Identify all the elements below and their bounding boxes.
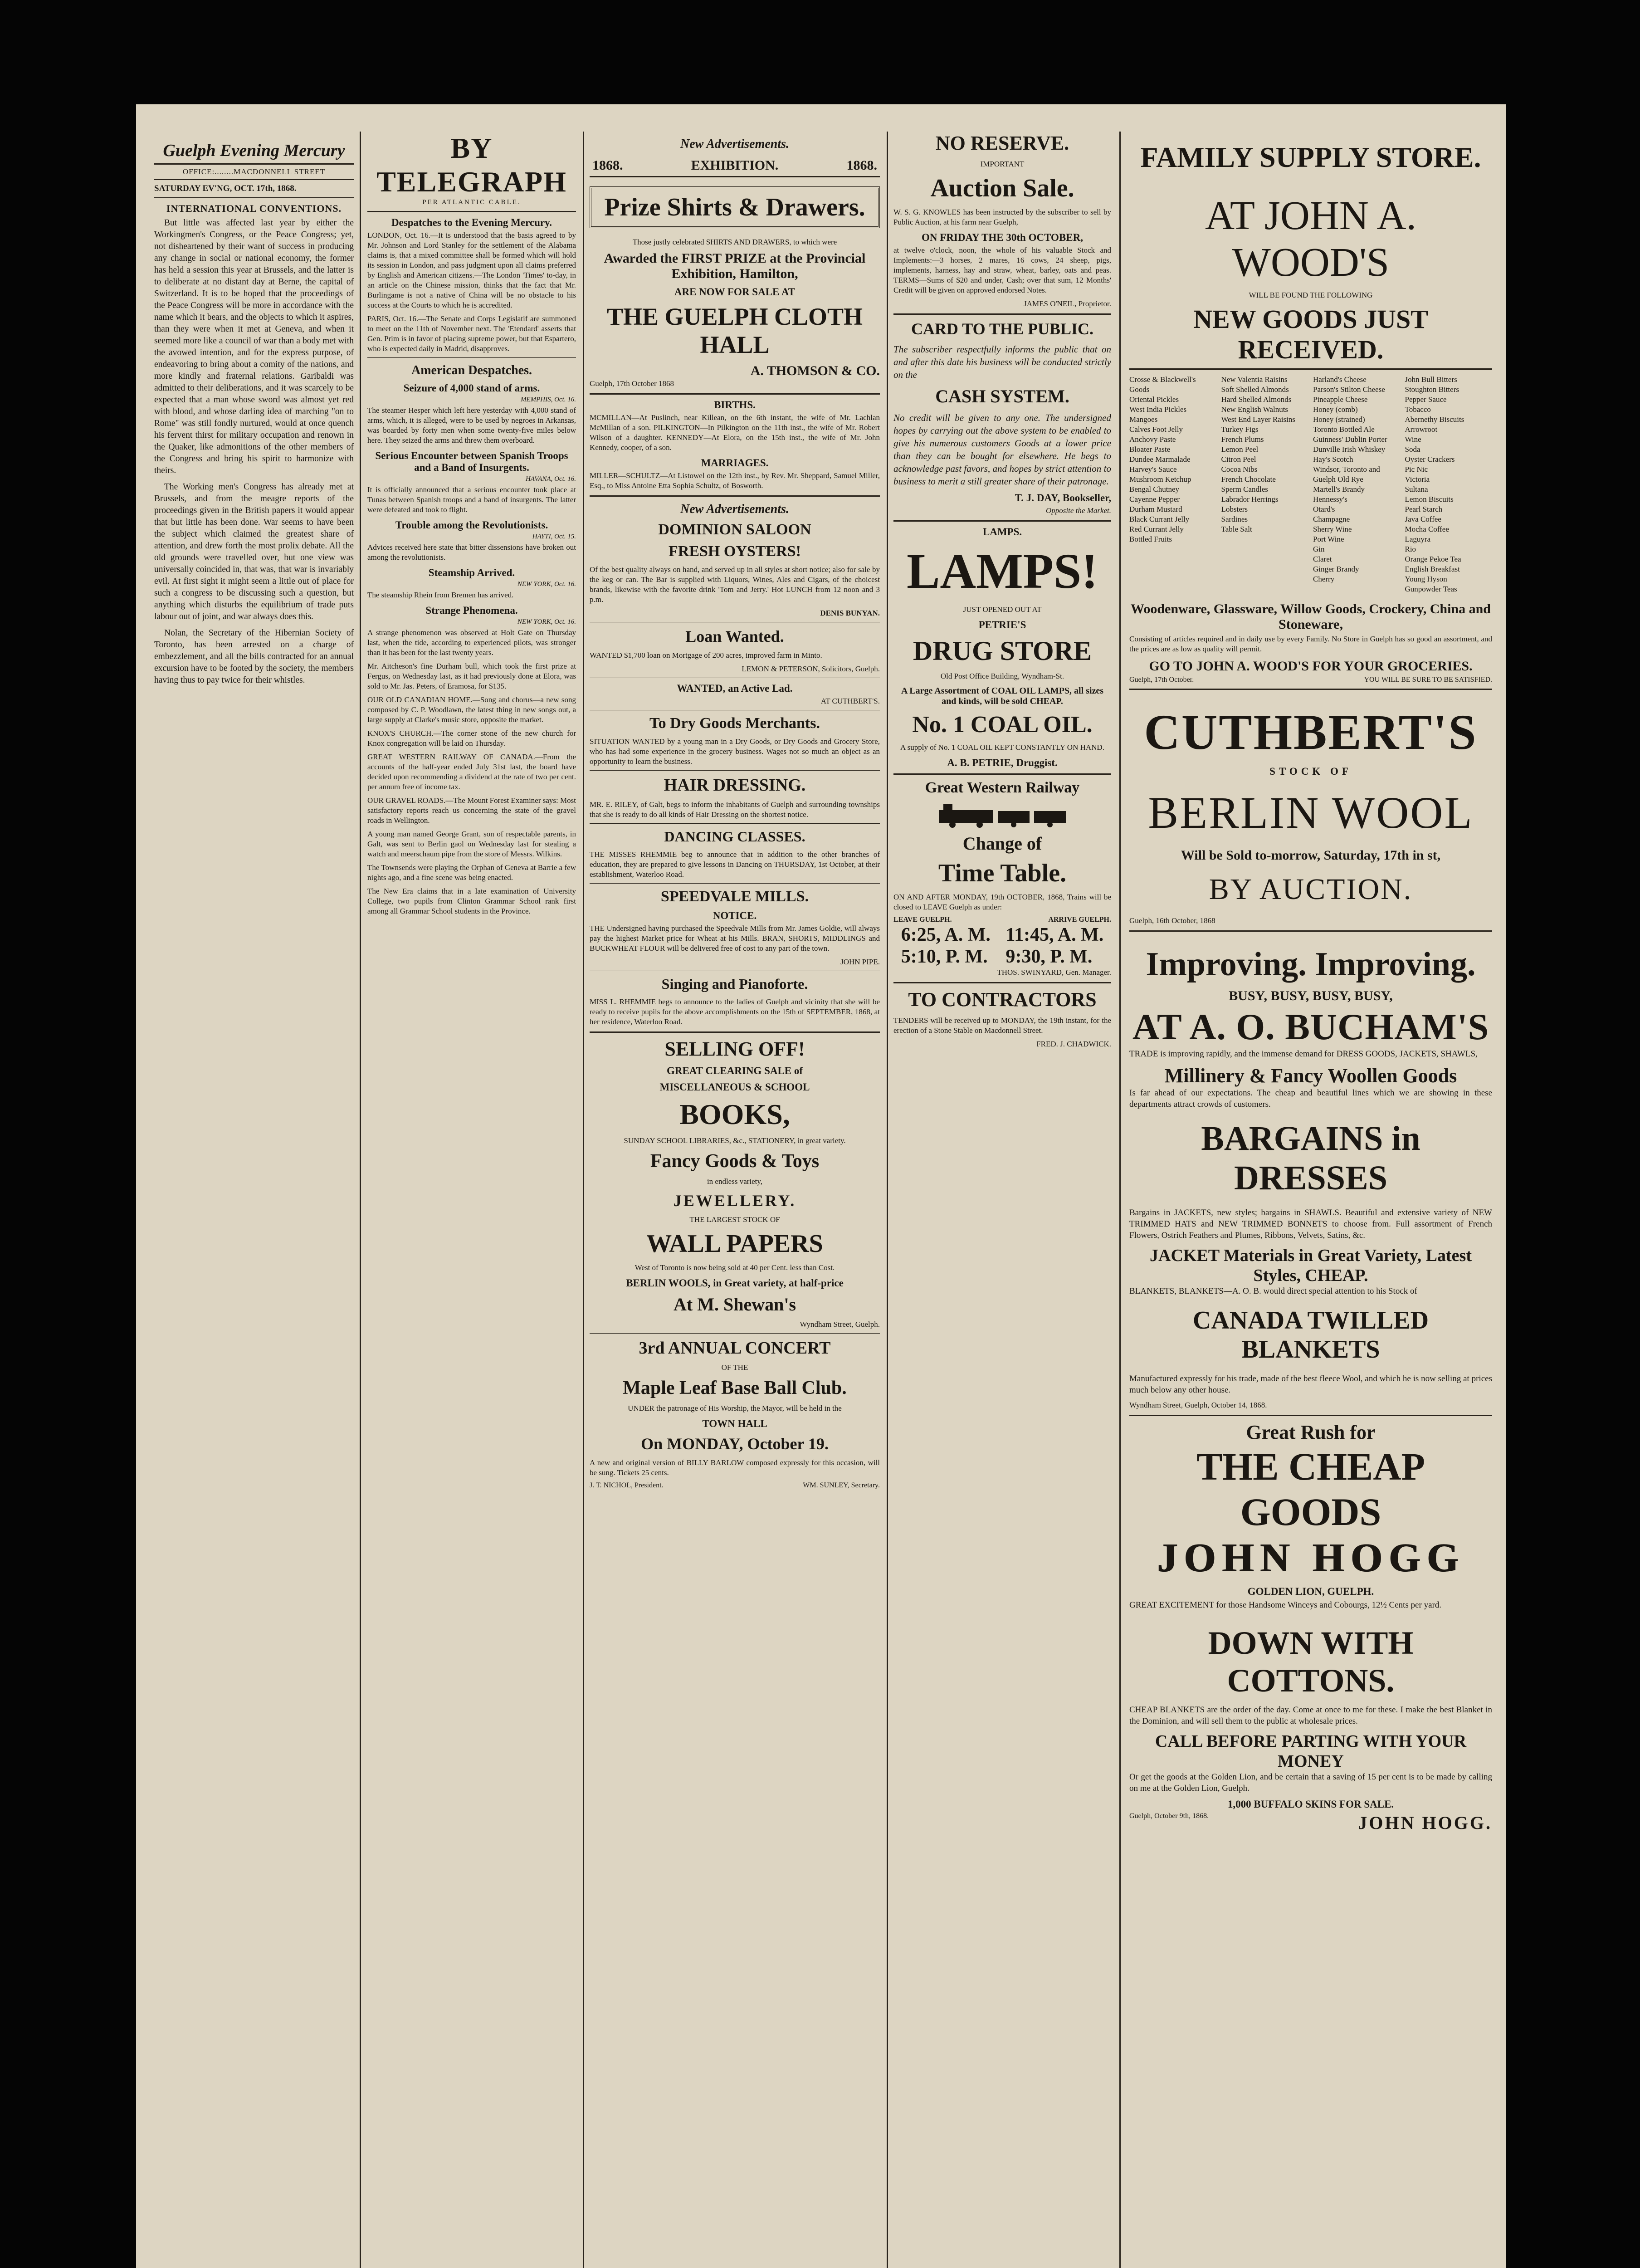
goods-item: Young Hyson	[1405, 575, 1447, 583]
goods-column	[1405, 375, 1493, 594]
goods-item: John Bull Bitters	[1405, 375, 1457, 384]
goods-item: Calves Foot Jelly	[1129, 425, 1183, 434]
column-rule	[583, 132, 584, 2268]
article-paragraph: But little was affected last year by either the Workingmen's Congress, or the Peace Congress; yet, not disheartened by their want of success in producing any change in social or national economy, the former has held a session this year at Brussels, and the latter is to deliberate at no distant day at Berne, the capital of Switzerland. It is to be hoped that the proceedings of the Peace Congress will be more in accordance with the name which it bears, and the objects to which it aspires, than they were when it met at Geneva, and when it seemed more like a council of war than a body met with the avowed intention, and for the express purpose, of endeavoring to bring about a comity of the nations, and more kindly and fraternal relations. Garibaldi was admitted to their deliberations, and it was scarcely to be expected that a man whose sword was almost yet red with blood, and whose darling idea of marching "on to Rome" was still fondly nurtured, would at once quench his fervent thirst for military occupation and renown in the Quaker, like admonitions of the other members of the Congress and bring his spirit to harmonize with theirs.	[154, 218, 354, 475]
goods-item: French Chocolate	[1221, 475, 1276, 484]
train-icon	[893, 801, 1111, 828]
goods-item: West India Pickles	[1129, 405, 1187, 414]
goods-item: Oyster Crackers	[1405, 455, 1455, 464]
column-editorial	[154, 141, 354, 2268]
family-supply-heading: FAMILY SUPPLY STORE.	[1140, 141, 1481, 173]
goods-item: Lemon Peel	[1221, 445, 1259, 454]
local-paragraph: OUR GRAVEL ROADS.—The Mount Forest Examiner says: Most satisfactory reports reach us concerning the state of the gravel roads in Wellington.	[367, 796, 576, 825]
goods-item: Stoughton Bitters	[1405, 385, 1459, 394]
article-paragraph: The Working men's Congress has already met at Brussels, and from the meagre reports of the proceedings given in the British papers it would appear that but little has been done. War seems to have been the subject which claimed the greatest share of attention, and drew forth the most prolix debate. All the old grounds were travelled over, but one view was universally coincided in, that was, that war is invariably evil. At first sight it might seem a little out of place for such a congress to be discussing such a question, but anything which disturbs the equilibrium of trade puts labour out of joint, and war always does this.	[154, 482, 354, 621]
goods-item: Bottled Fruits	[1129, 535, 1172, 543]
goods-item: Laguyra	[1405, 535, 1431, 543]
local-paragraph: The New Era claims that in a late examination of University College, two pupils from Clinton Grammar School rank first among all Grammar School students in the Province.	[367, 887, 576, 915]
goods-item: Crosse & Blackwell's Goods	[1129, 375, 1196, 394]
goods-item: Labrador Herrings	[1221, 495, 1279, 503]
dateline: SATURDAY EV'NG, OCT. 17th, 1868.	[154, 180, 354, 198]
local-paragraph: Mr. Aitcheson's fine Durham bull, which took the first prize at Fergus, on Wednesday last, as it had previously done at Elora, was sold to Mr. Jas. Peters, of Eramosa, for $135.	[367, 662, 576, 690]
news-heading: Trouble among the Revolutionists.	[395, 519, 548, 531]
goods-item: Sultana	[1405, 485, 1428, 494]
goods-item: Bloater Paste	[1129, 445, 1171, 454]
goods-item: Dunville Irish Whiskey	[1313, 445, 1386, 454]
cloth-hall-heading: THE GUELPH CLOTH HALL	[606, 303, 863, 358]
cheap-goods-heading: THE CHEAP GOODS	[1196, 1445, 1425, 1534]
goods-item: Hard Shelled Almonds	[1221, 395, 1292, 404]
goods-item: Pearl Starch	[1405, 505, 1443, 513]
goods-item: Orange Pekoe Tea	[1405, 555, 1461, 563]
goods-item: Harland's Cheese	[1313, 375, 1367, 384]
news-heading: Seizure of 4,000 stand of arms.	[403, 382, 540, 394]
goods-item: Java Coffee	[1405, 515, 1441, 523]
timetable: 6:25, A. M. 5:10, P. M. 11:45, A. M. 9:30, P. M.	[901, 924, 1104, 967]
goods-item: Parson's Stilton Cheese	[1313, 385, 1385, 394]
marriages-heading: MARRIAGES.	[701, 457, 769, 469]
goods-item: Oriental Pickles	[1129, 395, 1179, 404]
new-ads-header: New Advertisements.	[680, 137, 790, 151]
goods-item: New Valentia Raisins	[1221, 375, 1288, 384]
goods-item: Lemon Biscuits	[1405, 495, 1454, 503]
john-hogg-heading: JOHN HOGG	[1157, 1535, 1465, 1580]
goods-item: Hennessy's	[1313, 495, 1347, 503]
births-heading: BIRTHS.	[714, 399, 756, 411]
goods-column	[1129, 375, 1217, 594]
goods-item: Martell's Brandy	[1313, 485, 1365, 494]
goods-item: Table Salt	[1221, 525, 1252, 533]
column-store-ads: FAMILY SUPPLY STORE. AT JOHN A. WOOD'S WILL BE FOUND THE FOLLOWING NEW GOODS JUST RECEIVED. Crosse & Blackwell's Goods Oriental Pickles West India Pickles Mangoes Calves Foot Jelly Anchovy Paste Bloater Paste Dundee Marmalade Harvey's Sauce Mushroom Ketchup Bengal Chutney Cayenne Pepper Durham Mustard Black Currant Jelly Red Currant Jelly Bottled Fruits New Valentia Raisins Soft Shelled Almonds Hard Shelled Almonds New English Walnuts West End Layer Raisins Turkey Figs French Plums Lemon Peel Citron Peel Cocoa Nibs French Chocolate Sperm Candles Labrador Herrings Lobsters Sardines Table Salt Harland's Cheese Parson's Stilton Cheese Pineapple Cheese Honey (comb) Honey (strained) Toronto Bottled Ale Guinness' Dublin Porter Dunville Irish Whiskey Hay's Scotch Windsor, Toronto and Guelph Old Rye Martell's Brandy Hennessy's Otard's Champagne Sherry Wine Port Wine Gin Claret Ginger Brandy Cherry John Bull Bitters Stoughton Bitters Pepper Sauce Tobacco Abernethy Biscuits Arrowroot Wine Soda Oyster Crackers Pic Nic Victoria Sultana Lemon Biscuits Pearl Starch Java Coffee Mocha Coffee Laguyra Rio Orange Pekoe Tea English Breakfast Young Hyson Gunpowder Teas Woodenware, Glassware, Willow Goods, Crockery, China and Stoneware, Consisting of articles required and in daily use by every Family. No Store in Guelph has so good an assortment, and the prices are as low as quality will permit. GO TO JOHN A. WOOD'S FOR YOUR GROCERIES. Guelph, 17th October. YOU WILL BE SURE TO BE SATISFIED. CUTHBERT'S STOCK OF BERLIN WOOL Will be Sold to-morrow, Saturday, 17th in st, BY AUCTION. Guelph, 16th October, 1868 Improving. Improving. BUSY, BUSY, BUSY, BUSY, AT A. O. BUCHAM'S TRADE is improving rapidly, and the immense demand for DRESS GOODS, JACKETS, SHAWLS, Millinery & Fancy Woollen Goods Is far ahead of our expectations. The cheap and beautiful lines which we are showing in these departments attract crowds of customers. BARGAINS in DRESSES Bargains in JACKETS, new styles; bargains in SHAWLS. Beautiful and extensive variety of NEW TRIMMED HATS and NEW TRIMMED BONNETS to choose from. Full assortment of French Flowers, Ostrich Feathers and Plumes, Ribbons, Velvets, Satins, &c. JACKET Materials in Great Variety, Latest Styles, CHEAP. BLANKETS, BLANKETS—A. O. B. would direct special attention to his Stock of CANADA TWILLED BLANKETS Manufactured expressly for his trade, made of the best fleece Wool, and which he is now selling at prices much below any other house. Wyndham Street, Guelph, October 14, 1868. Great Rush for THE CHEAP GOODS JOHN HOGG GOLDEN LION, GUELPH. GREAT EXCITEMENT for those Handsome Winceys and Cobourgs, 12½ Cents per yard. DOWN WITH COTTONS. CHEAP BLANKETS are the order of the day. Come at once to me for these. I make the best Blanket in the Dominion, and will sell them to the public at wholesale prices. CALL BEFORE PARTING WITH YOUR MONEY Or get the goods at the Golden Lion, and be certain that a saving of 15 per cent is to be made by calling on me at the Golden Lion, Guelph. 1,000 BUFFALO SKINS FOR SALE. Guelph, October 9th, 1868. JOHN HOGG.	[1129, 141, 1492, 1833]
goods-item: Pineapple Cheese	[1313, 395, 1368, 404]
column-advertisements: New Advertisements. 1868. EXHIBITION. 1868. Prize Shirts & Drawers. Those justly celebrated SHIRTS AND DRAWERS, to which were Awarded the FIRST PRIZE at the Provincial Exhibition, Hamilton, ARE NOW FOR SALE AT THE GUELPH CLOTH HALL A. THOMSON & CO. Guelph, 17th October 1868 BIRTHS. MCMILLAN—At Puslinch, near Killean, on the 6th instant, the wife of Mr. Lachlan McMillan of a son. PILKINGTON—In Pilkington on the 11th inst., the wife of Mr. Robert Wilson of a daughter. KENNEDY—At Elora, on the 15th inst., the wife of Mr. John Kennedy, cooper, of a son. MARRIAGES. MILLER—SCHULTZ—At Listowel on the 12th inst., by Rev. Mr. Sheppard, Samuel Miller, Esq., to Miss Antoine Etta Sophia Schultz, of Bosworth. New Advertisements. DOMINION SALOON FRESH OYSTERS! Of the best quality always on hand, and served up in all styles at short notice; also for sale by the keg or can. The Bar is supplied with Liquors, Wines, Ales and Cigars, of the choicest brands, likewise with the favorite drink 'Tom and Jerry.' Hot LUNCH from 12 noon and 3 p.m. DENIS BUNYAN. Loan Wanted. WANTED $1,700 loan on Mortgage of 200 acres, improved farm in Minto. LEMON & PETERSON, Solicitors, Guelph. WANTED, an Active Lad. AT CUTHBERT'S. To Dry Goods Merchants. SITUATION WANTED by a young man in a Dry Goods, or Dry Goods and Grocery Store, who has had some experience in the grocery business. Wages not so much an object as an opportunity to learn the business. HAIR DRESSING. MR. E. RILEY, of Galt, begs to inform the inhabitants of Guelph and surrounding townships that she is ready to do all kinds of Hair Dressing on the shortest notice. DANCING CLASSES. THE MISSES RHEMMIE beg to announce that in addition to the other branches of education, they are prepared to give lessons in Dancing on THURSDAY, 1st October, at their establishment, Waterloo Road. SPEEDVALE MILLS. NOTICE. THE Undersigned having purchased the Speedvale Mills from Mr. James Goldie, will always pay the highest Market price for Wheat at his Mills. BRAN, SHORTS, MIDDLINGS and BUCKWHEAT FLOUR will be delivered free of cost to any part of the town. JOHN PIPE. Singing and Pianoforte. MISS L. RHEMMIE begs to announce to the ladies of Guelph and vicinity that she will be ready to receive pupils for the above accomplishments on the 15th of SEPTEMBER, 1868, at her residence, Waterloo Road. SELLING OFF! GREAT CLEARING SALE of MISCELLANEOUS & SCHOOL BOOKS, SUNDAY SCHOOL LIBRARIES, &c., STATIONERY, in great variety. Fancy Goods & Toys in endless variety, JEWELLERY. THE LARGEST STOCK OF WALL PAPERS West of Toronto is now being sold at 40 per Cent. less than Cost. BERLIN WOOLS, in Great variety, at half-price At M. Shewan's Wyndham Street, Guelph. 3rd ANNUAL CONCERT OF THE Maple Leaf Base Ball Club. UNDER the patronage of His Worship, the Mayor, will be held in the TOWN HALL On MONDAY, October 19. A new and original version of BILLY BARLOW composed expressly for this occasion, will be sung. Tickets 25 cents. J. T. NICHOL, President. WM. SUNLEY, Secretary.	[590, 137, 880, 1489]
goods-item: Port Wine	[1313, 535, 1344, 543]
column-telegraph	[367, 132, 576, 2268]
article-paragraph: Nolan, the Secretary of the Hibernian Society of Toronto, has been arrested on a charge of embezzlement, and all the bills contracted for an annual excursion have to be footed by the society, the members having thus to pay twice for their whistles.	[154, 628, 354, 685]
goods-item: Honey (comb)	[1313, 405, 1358, 414]
goods-item: French Plums	[1221, 435, 1264, 444]
goods-item: Toronto Bottled Ale	[1313, 425, 1375, 434]
telegraph-title: BY TELEGRAPH	[376, 132, 567, 198]
news-paragraph: A strange phenomenon was observed at Holt Gate on Thursday last, when the tide, according to experienced pilots, was stronger than it has been for the last twenty years.	[367, 628, 576, 657]
goods-item: Bengal Chutney	[1129, 485, 1180, 494]
goods-item: Victoria	[1405, 475, 1430, 484]
office-line: OFFICE:........MACDONNELL STREET	[154, 165, 354, 180]
goods-item: Soft Shelled Almonds	[1221, 385, 1289, 394]
goods-column	[1221, 375, 1309, 594]
goods-item: Dundee Marmalade	[1129, 455, 1191, 464]
goods-item: Lobsters	[1221, 505, 1248, 513]
column-rule	[1119, 132, 1121, 2268]
john-wood-heading: AT JOHN A. WOOD'S	[1205, 193, 1416, 285]
goods-item: Soda	[1405, 445, 1420, 454]
new-goods-heading: NEW GOODS JUST RECEIVED.	[1129, 304, 1492, 370]
goods-item: Champagne	[1313, 515, 1350, 523]
goods-item: Mushroom Ketchup	[1129, 475, 1191, 484]
goods-item: Durham Mustard	[1129, 505, 1182, 513]
goods-item: Guinness' Dublin Porter	[1313, 435, 1387, 444]
goods-item: Harvey's Sauce	[1129, 465, 1177, 474]
goods-item: Claret	[1313, 555, 1332, 563]
masthead: Guelph Evening Mercury	[154, 141, 354, 165]
local-paragraph: KNOX'S CHURCH.—The corner stone of the new church for Knox congregation will be laid on Thursday.	[367, 729, 576, 748]
news-paragraph: Advices received here state that bitter dissensions have broken out among the revolutionists.	[367, 543, 576, 562]
local-paragraph: A young man named George Grant, son of respectable parents, in Galt, was sent to Berlin gaol on Wednesday last for stealing a watch and meerschaum pipe from the store of Messrs. Wilkins.	[367, 830, 576, 858]
column-rule	[360, 132, 361, 2268]
goods-item: Black Currant Jelly	[1129, 515, 1190, 523]
news-heading: Serious Encounter between Spanish Troops and a Band of Insurgents.	[375, 450, 568, 473]
section-heading: INTERNATIONAL CONVENTIONS.	[166, 203, 342, 214]
despatches-heading: Despatches to the Evening Mercury.	[391, 217, 552, 228]
bargains-heading: BARGAINS in DRESSES	[1201, 1119, 1420, 1197]
goods-item: Red Currant Jelly	[1129, 525, 1184, 533]
goods-item: Ginger Brandy	[1313, 565, 1359, 573]
goods-item: Hay's Scotch	[1313, 455, 1353, 464]
prize-shirts-heading: Prize Shirts & Drawers.	[590, 186, 880, 228]
goods-item: New English Walnuts	[1221, 405, 1289, 414]
local-paragraph: GREAT WESTERN RAILWAY OF CANADA.—From the accounts of the half-year ended July 31st last, the board have decided upon recommending a dividend at the rate of two per cent. per annum free of income tax.	[367, 753, 576, 791]
bucham-heading: AT A. O. BUCHAM'S	[1132, 1006, 1489, 1047]
goods-item: Tobacco	[1405, 405, 1431, 414]
goods-item: Mangoes	[1129, 415, 1158, 424]
goods-list	[1129, 375, 1492, 594]
canada-blankets-heading: CANADA TWILLED BLANKETS	[1192, 1306, 1429, 1364]
telegraph-subtitle: PER ATLANTIC CABLE.	[422, 199, 521, 206]
news-byline: HAVANA, Oct. 16.	[525, 475, 576, 483]
goods-item: Turkey Figs	[1221, 425, 1259, 434]
goods-item: Cayenne Pepper	[1129, 495, 1180, 503]
goods-item: Pic Nic	[1405, 465, 1428, 474]
goods-item: Pepper Sauce	[1405, 395, 1447, 404]
goods-item: Citron Peel	[1221, 455, 1256, 464]
news-heading: Steamship Arrived.	[428, 567, 515, 578]
column-auction-notices: NO RESERVE. IMPORTANT Auction Sale. W. S. G. KNOWLES has been instructed by the subscriber to sell by Public Auction, at his farm near Guelph, ON FRIDAY THE 30th OCTOBER, at twelve o'clock, noon, the whole of his valuable Stock and Implements:—3 horses, 2 mares, 16 cows, 24 sheep, pigs, implements, harness, hay and straw, wheat, barley, oats and peas. TERMS—Sums of $20 and under, Cash; over that sum, 12 Months' Credit will be given on approved endorsed Notes. JAMES O'NEIL, Proprietor. CARD TO THE PUBLIC. The subscriber respectfully informs the public that on and after this date his business will be conducted strictly on the CASH SYSTEM. No credit will be given to any one. The undersigned hopes by carrying out the above system to be enabled to give his numerous customers Goods at a lower price than they can be bought for elsewhere. He begs to acknowledge past favors, and hopes by strict attention to business to merit a still greater share of their patronage. T. J. DAY, Bookseller, Opposite the Market. LAMPS. LAMPS! JUST OPENED OUT AT PETRIE'S DRUG STORE Old Post Office Building, Wyndham-St. A Large Assortment of COAL OIL LAMPS, all sizes and kinds, will be sold CHEAP. No. 1 COAL OIL. A supply of No. 1 COAL OIL KEPT CONSTANTLY ON HAND. A. B. PETRIE, Druggist. Great Western Railway Change of Time Table. ON AND AFTER MONDAY, 19th OCTOBER, 1868, Trains will be closed to LEAVE Guelph as under: LEAVE GUELPH. ARRIVE GUELPH. 6:25, A. M. 5:10, P. M. 11:45, A. M. 9:30, P. M. THOS. SWINYARD, Gen. Manager. TO CONTRACTORS TENDERS will be received up to MONDAY, the 19th instant, for the erection of a Stone Stable on Macdonnell Street. FRED. J. CHADWICK.	[893, 132, 1111, 1048]
news-heading: Strange Phenomena.	[425, 605, 518, 616]
news-byline: HAYTI, Oct. 15.	[532, 533, 576, 540]
local-paragraph: The Townsends were playing the Orphan of Geneva at Barrie a few nights ago, and a fine scene was being enacted.	[367, 863, 576, 882]
goods-item: Sardines	[1221, 515, 1248, 523]
american-heading: American Despatches.	[411, 363, 532, 377]
awarded-text: Awarded the FIRST PRIZE at the Provincial Exhibition, Hamilton,	[604, 251, 866, 281]
goods-item: Wine	[1405, 435, 1421, 444]
goods-item: Honey (strained)	[1313, 415, 1365, 424]
cottons-heading: DOWN WITH COTTONS.	[1208, 1625, 1414, 1699]
newspaper-page	[136, 104, 1506, 2268]
goods-column	[1313, 375, 1401, 594]
news-paragraph: It is officially announced that a serious encounter took place at Tunas between Spanish troops and a band of insurgents. The latter were defeated and took to flight.	[367, 485, 576, 514]
goods-item: Windsor, Toronto and Guelph Old Rye	[1313, 465, 1380, 484]
news-paragraph: The steamship Rhein from Bremen has arrived.	[367, 591, 514, 599]
goods-item: Otard's	[1313, 505, 1335, 513]
goods-item: Anchovy Paste	[1129, 435, 1176, 444]
goods-item: English Breakfast	[1405, 565, 1460, 573]
goods-item: Abernethy Biscuits	[1405, 415, 1464, 424]
news-paragraph: LONDON, Oct. 16.—It is understood that the basis agreed to by Mr. Johnson and Lord Stanley for the settlement of the Alabama claims is, that a mixed committee shall be formed which will hold its session in London, and pass judgment upon all claims preferred by English and American citizens.—The London 'Times' to-day, in an article on the Chinese mission, thinks that the fact that Mr. Burlingame is not a native of China will be no obstacle to his success at the Courts to which he is accredited.	[367, 231, 576, 309]
goods-item: Mocha Coffee	[1405, 525, 1449, 533]
column-rule	[887, 132, 888, 2268]
goods-item: Sperm Candles	[1221, 485, 1268, 494]
goods-item: Rio	[1405, 545, 1416, 553]
news-byline: MEMPHIS, Oct. 16.	[520, 396, 576, 403]
goods-item: Gunpowder Teas	[1405, 585, 1457, 593]
goods-item: Gin	[1313, 545, 1325, 553]
berlin-wool-heading: BERLIN WOOL	[1148, 787, 1474, 838]
goods-item: Cherry	[1313, 575, 1335, 583]
goods-item: Sherry Wine	[1313, 525, 1352, 533]
news-paragraph: The steamer Hesper which left here yesterday with 4,000 stand of arms, which, it is alleged, were to be used by negroes in Arkansas, was boarded by forty men when some twenty-five miles below here. They seized the arms and threw them overboard.	[367, 406, 576, 445]
cuthberts-heading: CUTHBERT'S	[1144, 704, 1478, 760]
news-byline: NEW YORK, Oct. 16.	[517, 581, 576, 588]
saloon-heading: DOMINION SALOON	[658, 521, 811, 538]
news-paragraph: PARIS, Oct. 16.—The Senate and Corps Legislatif are summoned to meet on the 11th of November next. The 'Etendard' asserts that Gen. Prim is in favor of placing supreme power, but that Espartero, who is expected daily in Madrid, disapproves.	[367, 314, 576, 353]
goods-item: Cocoa Nibs	[1221, 465, 1258, 474]
local-paragraph: OUR OLD CANADIAN HOME.—Song and chorus—a new song composed by C. P. Woodlawn, the latest thing in new songs out, a large supply at Clarke's music store, opposite the market.	[367, 695, 576, 724]
improving-heading: Improving. Improving.	[1146, 946, 1476, 983]
goods-item: West End Layer Raisins	[1221, 415, 1295, 424]
goods-item: Arrowroot	[1405, 425, 1438, 434]
news-byline: NEW YORK, Oct. 16.	[517, 618, 576, 626]
exhibition-bar: 1868. EXHIBITION. 1868.	[590, 155, 880, 177]
